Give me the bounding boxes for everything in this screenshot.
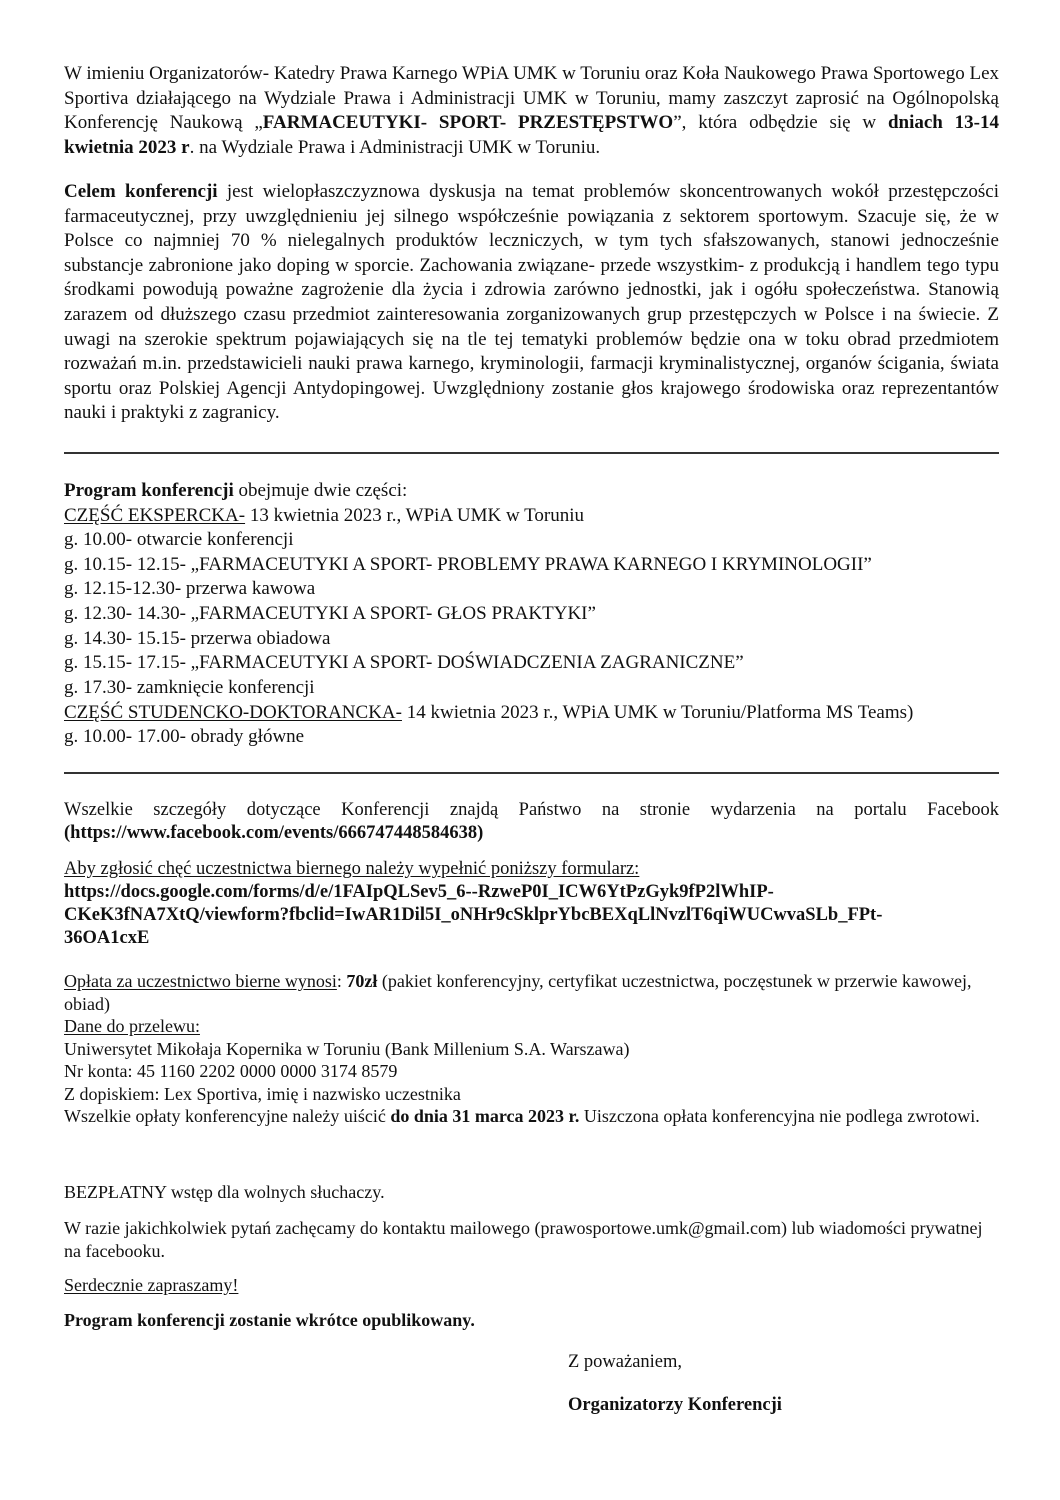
section-divider — [64, 772, 999, 774]
announcement-text: Program konferencji zostanie wkrótce opublikowany. — [64, 1310, 475, 1330]
transfer-label: Dane do przelewu: — [64, 1016, 200, 1036]
registration-form-link[interactable]: CKeK3fNA7XtQ/viewform?fbclid=IwAR1Dil5I_oNHr9cSklprYbcBEXqLlNvzlT6qiWUCwvaSLb_FPt- — [64, 905, 883, 925]
schedule-item: g. 12.30- 14.30- „FARMACEUTYKI A SPORT- GŁOS PRAKTYKI” — [64, 602, 596, 624]
goal-text: jest wielopłaszczyznowa dyskusja na temat problemów skoncentrowanych wokół przestępczości farmaceutycznej, przy uwzględnieniu jej silnego współcześnie powiązania z sektorem sportowym. Szacuje się, że w Polsce co najmniej 70 % nielegalnych produktów leczniczych, w tym tych sfałszowanych, stanowi jednocześnie substancje zabronione jako doping w sporcie. Zachowania związane- przede wszystkim- z produkcją i handlem tego typu środkami powodują poważne zagrożenie dla życia i zdrowia zarówno jednostki, jak i ogółu społeczeństwa. Stanowią zarazem od dłuższego czasu przedmiot zainteresowania zorganizowanych grup przestępczych w Polsce i na świecie. Z uwagi na szerokie spektrum pojawiających się na tle tej tematyki problemów będzie ona w toku obrad przedmiotem rozważań m.in. przedstawicieli nauki prawa karnego, kryminologii, farmacji kryminalistycznej, organów ścigania, świata sportu oraz Polskiej Agencji Antydopingowej. Uwzględniony zostanie głos krajowego środowiska oraz reprezentantów nauki i praktyki z zagranicy. — [64, 181, 999, 424]
payment-deadline — [64, 1105, 999, 1128]
registration-label: Aby zgłosić chęć uczestnictwa biernego należy wypełnić poniższy formularz: — [64, 859, 640, 879]
invite-text: Serdecznie zapraszamy! — [64, 1275, 239, 1295]
registration-form-link[interactable]: 36OA1cxE — [64, 928, 150, 948]
signature-name — [568, 1395, 782, 1416]
contact-paragraph: W razie jakichkolwiek pytań zachęcamy do kontaktu mailowego (prawosportowe.umk@gmail.com) lub wiadomości prywatnej na facebooku. — [64, 1218, 983, 1261]
organizers-name: Organizatorzy Konferencji — [568, 1395, 782, 1415]
part1-label: CZĘŚĆ EKSPERCKA- — [64, 504, 246, 526]
facebook-paragraph — [64, 799, 999, 845]
invite-line — [64, 1275, 999, 1296]
transfer-recipient: Uniwersytet Mikołaja Kopernika w Toruniu (Bank Millenium S.A. Warszawa) — [64, 1038, 630, 1059]
conference-title: FARMACEUTYKI- SPORT- PRZESTĘPSTWO — [262, 112, 674, 134]
schedule-item: g. 14.30- 15.15- przerwa obiadowa — [64, 627, 331, 649]
schedule-item: g. 15.15- 17.15- „FARMACEUTYKI A SPORT- DOŚWIADCZENIA ZAGRANICZNE” — [64, 652, 744, 674]
fee-paragraph — [64, 970, 999, 1015]
part2-label: CZĘŚĆ STUDENCKO-DOKTORANCKA- — [64, 702, 402, 724]
bank-account-number: Nr konta: 45 1160 2202 0000 0000 3174 8579 — [64, 1061, 398, 1081]
fee-label: Opłata za uczestnictwo bierne wynosi — [64, 971, 337, 991]
intro-paragraph — [64, 62, 999, 160]
program-part1-header — [64, 505, 999, 530]
program-lead: Program konferencji — [64, 480, 234, 501]
deadline-text: Wszelkie opłaty konferencyjne należy uiścić — [64, 1106, 391, 1126]
fee-colon: : — [336, 971, 347, 991]
program-part2-header — [64, 701, 999, 726]
fee-amount: 70zł — [346, 971, 378, 991]
part2-info: 14 kwietnia 2023 r., WPiA UMK w Toruniu/Platforma MS Teams) — [401, 702, 914, 724]
facebook-event-link[interactable]: (https://www.facebook.com/events/666747448584638) — [64, 823, 484, 843]
program-intro — [64, 480, 999, 505]
program-lead-text: obejmuje dwie części: — [233, 480, 408, 501]
conference-dates: dniach 13-14 kwietnia 2023 r — [64, 112, 999, 158]
facebook-text: Wszelkie szczegóły dotyczące Konferencji znajdą Państwo na stronie wydarzenia na portalu Facebook — [64, 800, 999, 820]
deadline-date: do dnia 31 marca 2023 r. — [390, 1106, 580, 1126]
free-entry-text: BEZPŁATNY wstęp dla wolnych słuchaczy. — [64, 1182, 385, 1202]
fee-details: (pakiet konferencyjny, certyfikat uczestnictwa, poczęstunek w przerwie kawowej, obiad) — [64, 971, 972, 1014]
part1-info: 13 kwietnia 2023 r., WPiA UMK w Toruniu — [245, 504, 584, 526]
schedule-item: g. 17.30- zamknięcie konferencji — [64, 676, 315, 698]
program-section — [64, 480, 999, 751]
intro-text: . na Wydziale Prawa i Administracji UMK w Toruniu. — [189, 136, 601, 158]
intro-text: W imieniu Organizatorów- Katedry Prawa Karnego WPiA UMK w Toruniu oraz Koła Naukowego Prawa Sportowego Lex Sportiva działającego na Wydziale Prawa i Administracji UMK w Toruniu, mamy zaszczyt zaprosić na Ogólnopolską Konferencję Naukową „ — [64, 63, 999, 134]
section-divider — [64, 452, 999, 454]
schedule-item: g. 10.15- 12.15- „FARMACEUTYKI A SPORT- PROBLEMY PRAWA KARNEGO I KRYMINOLOGII” — [64, 553, 872, 575]
goal-paragraph — [64, 180, 999, 426]
schedule-item: g. 12.15-12.30- przerwa kawowa — [64, 578, 316, 600]
fee-section — [64, 970, 999, 1128]
announcement-line — [64, 1310, 999, 1331]
intro-text: ”, która odbędzie się w — [673, 112, 888, 134]
schedule-item: g. 10.00- 17.00- obrady główne — [64, 725, 305, 747]
schedule-item: g. 10.00- otwarcie konferencji — [64, 529, 294, 551]
registration-form-link[interactable]: https://docs.google.com/forms/d/e/1FAIpQLSev5_6--RzweP0I_ICW6YtPzGyk9fP2lWhIP- — [64, 882, 774, 902]
signature-closing: Z poważaniem, — [568, 1352, 683, 1372]
registration-section — [64, 858, 999, 950]
deadline-text: Uiszczona opłata konferencyjna nie podlega zwrotowi. — [579, 1106, 980, 1126]
transfer-note: Z dopiskiem: Lex Sportiva, imię i nazwisko uczestnika — [64, 1083, 461, 1104]
goal-lead: Celem konferencji — [64, 181, 218, 202]
